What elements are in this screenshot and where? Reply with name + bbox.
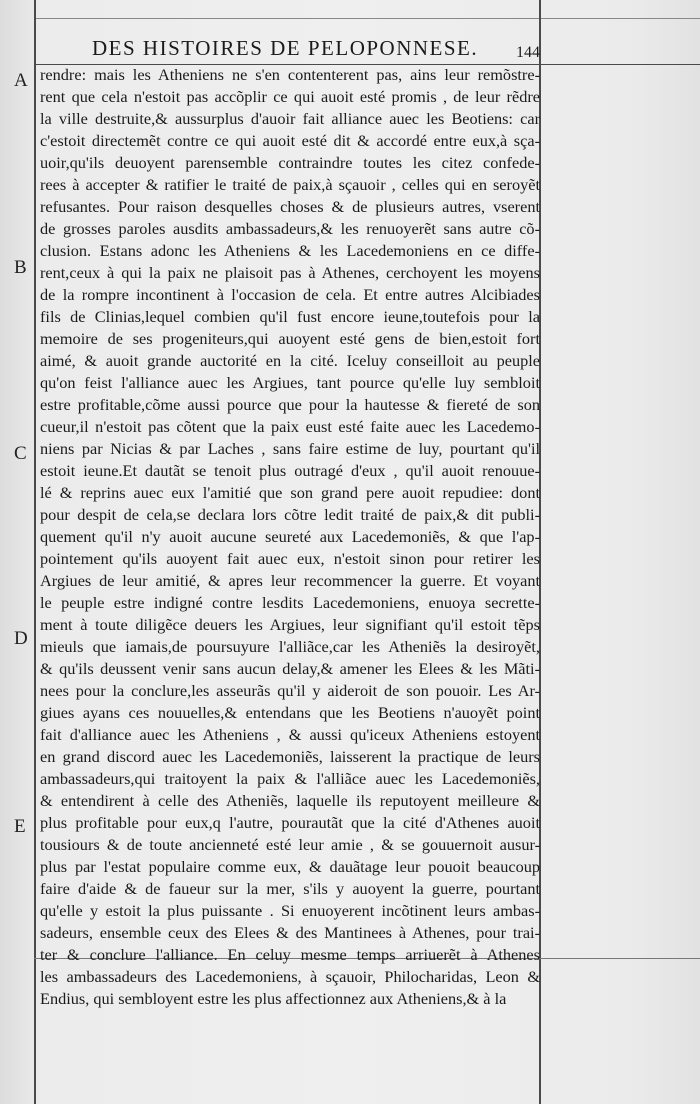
text-line: fait d'alliance auec les Atheniens , & aussi qu'iceux Atheniens estoyent — [40, 725, 540, 744]
text-line: en grand discord auec les Lacedemoniẽs, laisserent la practique de leurs — [40, 747, 540, 766]
text-line: pour despit de cela,se declara lors cõtre ledit traité de paix,& dit publi- — [40, 505, 540, 524]
margin-letter-c: C — [14, 443, 27, 464]
top-rule — [34, 18, 700, 19]
text-line: de la rompre incontinent à l'occasion de cela. Et entre autres Alcibiades — [40, 285, 540, 304]
margin-letter-a: A — [14, 70, 28, 91]
text-line: quement qu'il n'y auoit aucune seureté aux Lacedemoniẽs, & que l'ap- — [40, 527, 540, 546]
body-text — [40, 64, 540, 1010]
text-line: fils de Clinias,lequel combien qu'il fust encore ieune,toutefois pour la — [40, 307, 540, 326]
text-line: le peuple estre indigné contre lesdits Lacedemoniens, enuoya secrette- — [40, 593, 540, 612]
text-line: rent que cela n'estoit pas accõplir ce qui auoit esté promis , de leur rẽdre — [40, 87, 540, 106]
text-line: estoit ieune.Et dautãt se tenoit plus outragé d'eux , qu'il auoit renouue- — [40, 461, 540, 480]
text-line: & qu'ils deussent venir sans aucun delay,& amener les Elees & les Mãti- — [40, 659, 540, 678]
text-line: niens par Nicias & par Laches , sans faire estime de luy, pourtant qu'il — [40, 439, 540, 458]
text-line: rent,ceux à qui la paix ne plaisoit pas à Athenes, cerchoyent les moyens — [40, 263, 540, 282]
text-line: ambassadeurs,qui traitoyent la paix & l'alliãce auec les Lacedemoniẽs, — [40, 769, 540, 788]
text-line: Endius, qui sembloyent estre les plus affectionnez aux Atheniens,& à la — [40, 989, 507, 1008]
text-line: pointement qu'ils auoyent fait auec eux, n'estoit sinon pour retirer les — [40, 549, 540, 568]
text-line: qu'on feist l'alliance auec les Argiues, tant pource qu'elle luy sembloit — [40, 373, 540, 392]
margin-letter-e: E — [14, 816, 26, 837]
text-line: plus par l'estat populaire comme eux, & dauãtage leur pouoit beaucoup — [40, 857, 540, 876]
text-line: cueur,il n'estoit pas cõtent que la paix eust esté faite auec les Lacedemo- — [40, 417, 540, 436]
text-line: la ville destruite,& aussurplus d'auoir fait alliance auec les Beotiens: car — [40, 109, 540, 128]
text-line: faire d'aide & de faueur sur la mer, s'ils y auoyent la guerre, pourtant — [40, 879, 540, 898]
margin-letter-b: B — [14, 257, 27, 278]
text-line: rendre: mais les Atheniens ne s'en contenterent pas, ains leur remõstre- — [40, 65, 540, 84]
page-number: 144 — [516, 44, 540, 61]
text-line: giues ayans ces nouuelles,& entendans que les Beotiens n'auoyẽt point — [40, 703, 540, 722]
running-title: DES HISTOIRES DE PELOPONNESE. — [92, 36, 479, 60]
text-line: refusantes. Pour raison desquelles choses & de plusieurs autres, vserent — [40, 197, 540, 216]
text-line: sadeurs, ensemble ceux des Elees & des Mantinees à Athenes, pour trai- — [40, 923, 540, 942]
text-line: Argiues de leur amitié, & apres leur recommencer la guerre. Et voyant — [40, 571, 540, 590]
text-line: tousiours & de toute ancienneté esté leur amie , & se gouuernoit ausur- — [40, 835, 540, 854]
text-line: rees à accepter & ratifier le traité de paix,à sçauoir , celles qui en seroyẽt — [40, 175, 540, 194]
text-line: qu'elle y estoit la plus puissante . Si enuoyerent incõtinent leurs ambas- — [40, 901, 540, 920]
text-line: & entendirent à celle des Atheniẽs, laquelle ils reputoyent meilleure & — [40, 791, 540, 810]
text-line: mieuls que iamais,de poursuyure l'alliãce,car les Atheniẽs la desiroyẽt, — [40, 637, 540, 656]
margin-letter-d: D — [14, 628, 28, 649]
text-line: estre profitable,cõme aussi pource que pour la hautesse & fiereté de son — [40, 395, 540, 414]
text-line: les ambassadeurs des Lacedemoniens, à sçauoir, Philocharidas, Leon & — [40, 967, 540, 986]
text-line: uoir,qu'ils deuoyent parensemble contraindre toutes les citez confede- — [40, 153, 540, 172]
text-line: memoire de ses progeniteurs,qui auoyent esté gens de bien,estoit fort — [40, 329, 540, 348]
text-line: ter & conclure l'alliance. En celuy mesme temps arriuerẽt à Athenes — [40, 945, 540, 964]
text-line: aimé, & auoit grande auctorité en la cité. Iceluy conseilloit au peuple — [40, 351, 540, 370]
text-line: lé & reprins auec eux l'amitié que son grand pere auoit repudiee: dont — [40, 483, 540, 502]
text-line: nees pour la conclure,les asseurãs qu'il y aideroit de son pouoir. Les Ar- — [40, 681, 540, 700]
text-line: de grosses paroles ausdits ambassadeurs,& les renuoyerẽt sans autre cõ- — [40, 219, 540, 238]
text-line: clusion. Estans adonc les Atheniens & les Lacedemoniens en ce diffe- — [40, 241, 540, 260]
text-line: ment à toute diligẽce deuers les Argiues, leur signifiant qu'il estoit tẽps — [40, 615, 540, 634]
left-margin-rule — [34, 0, 36, 1104]
text-line: plus profitable pour eux,q l'autre, pourautãt que la cité d'Athenes auoit — [40, 813, 540, 832]
text-line: c'estoit directemẽt contre ce qui auoit esté dit & accordé entre eux,à sça- — [40, 131, 540, 150]
